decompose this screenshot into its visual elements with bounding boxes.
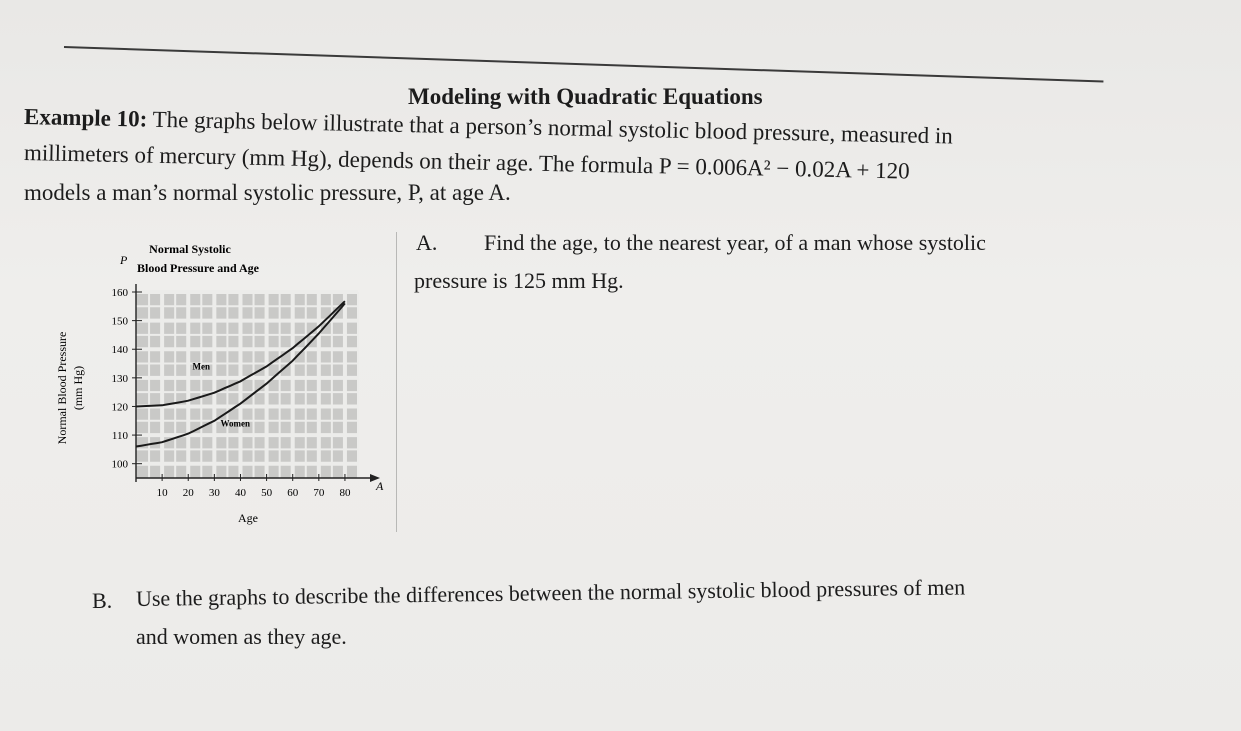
x-tick-label: 20: [182, 487, 194, 499]
y-tick-label: 140: [111, 344, 128, 357]
y-tick-label: 150: [111, 315, 128, 328]
y-tick-label: 130: [111, 372, 128, 385]
question-b-line-2: and women as they age.: [136, 624, 347, 649]
example-label: Example 10:: [23, 104, 148, 132]
women-series-label: Women: [220, 418, 251, 429]
x-tick-label: 80: [339, 487, 351, 499]
x-axis-label: Age: [238, 511, 258, 525]
y-tick-label: 120: [111, 401, 128, 414]
page-title: Modeling with Quadratic Equations: [408, 84, 763, 109]
y-axis-unit: (mm Hg): [71, 365, 85, 411]
question-b-marker: B.: [91, 587, 113, 613]
intro-line-3: models a man’s normal systolic pressure, P, at age A.: [24, 180, 511, 205]
men-series-label: Men: [192, 361, 211, 372]
x-tick-label: 70: [313, 487, 325, 499]
top-divider-line: [64, 46, 1103, 82]
y-axis-label: Normal Blood Pressure: [55, 331, 69, 445]
y-tick-label: 100: [111, 458, 128, 471]
blood-pressure-chart: [38, 228, 398, 534]
y-tick-label: 160: [111, 287, 128, 299]
question-a-line-2: pressure is 125 mm Hg.: [414, 268, 624, 293]
x-tick-label: 60: [287, 487, 299, 499]
chart-svg: [38, 228, 398, 534]
x-tick-label: 10: [156, 487, 168, 499]
question-a-marker: A.: [416, 230, 438, 255]
question-a-line-1: Find the age, to the nearest year, of a man whose systolic: [484, 230, 986, 255]
x-tick-label: 40: [234, 487, 246, 499]
intro-text-1: The graphs below illustrate that a person’s normal systolic blood pressure, measured in: [152, 106, 954, 149]
x-tick-label: 50: [261, 487, 273, 499]
y-axis-variable: P: [120, 253, 128, 267]
y-tick-label: 110: [111, 430, 128, 443]
chart-title-line-1: Normal Systolic: [149, 242, 231, 256]
x-tick-label: 30: [208, 487, 220, 499]
intro-line-2: millimeters of mercury (mm Hg), depends on their age. The formula P = 0.006A² − 0.02A + 120: [23, 140, 910, 184]
x-axis-variable: A: [376, 479, 384, 493]
chart-title-line-2: Blood Pressure and Age: [137, 261, 259, 275]
question-b-line-1: Use the graphs to describe the differences between the normal systolic blood pressures of men: [135, 574, 966, 611]
